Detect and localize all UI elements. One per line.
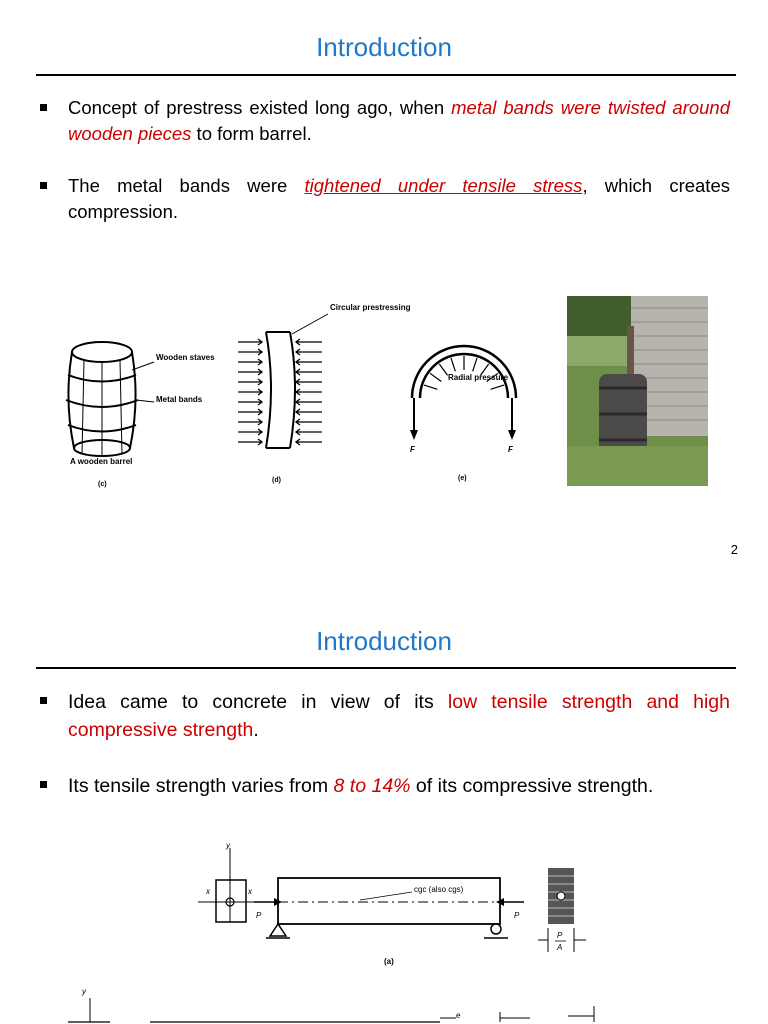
bullet-text-part: Idea came to concrete in view of its [68, 691, 448, 713]
bullet-text [68, 688, 730, 744]
radial-arrow [473, 358, 477, 371]
bullet-highlight: low tensile strength and high compressive strength [68, 691, 730, 741]
radial-label: Radial pressure [448, 373, 509, 382]
slide-title: Introduction [316, 32, 452, 62]
bullet-text [68, 772, 730, 800]
stress-label-p: P [557, 931, 563, 940]
bullet-item [40, 772, 730, 800]
bullet-text [68, 95, 730, 147]
bullet-text-part: Its tensile strength varies from [68, 775, 334, 797]
force-label-left: F [410, 445, 415, 454]
radial-arrow [424, 385, 437, 389]
bullet-text-part: Concept of prestress existed long ago, when [68, 97, 452, 118]
title-rule [36, 667, 736, 669]
bullet-text-part: . [253, 719, 259, 741]
lower-figure-axis [60, 984, 140, 1024]
bullet-item [40, 95, 730, 147]
figure-tag: (a) [384, 957, 394, 966]
radial-pressure-figure [400, 330, 530, 490]
title-rule [36, 74, 736, 76]
force-label-right: F [508, 445, 513, 454]
prestressed-beam-figure [190, 840, 610, 1024]
bullet-text-part: to form barrel. [191, 123, 312, 144]
figure-tag: (c) [98, 481, 107, 488]
radial-arrow [451, 358, 455, 371]
bullet-marker [40, 182, 47, 189]
load-label-left: P [256, 911, 262, 920]
bullet-marker [40, 697, 47, 704]
bullet-highlight: metal bands were twisted around wooden pieces [68, 97, 731, 144]
radial-arrow [439, 364, 447, 375]
rain-barrel-photo [567, 296, 708, 486]
bullet-text-part: , which creates compression. [68, 175, 730, 222]
force-arrows [238, 339, 322, 445]
slide-2 [0, 595, 768, 1024]
label-staves: Wooden staves [156, 353, 215, 362]
eccentricity-label: e [456, 1011, 461, 1020]
axis-label-y-lower: y [82, 987, 86, 996]
radial-arrow [430, 373, 441, 381]
bullet-text-part: The metal bands were [68, 175, 305, 196]
bullet-item [40, 688, 730, 744]
figure-tag: (e) [458, 475, 467, 482]
barrel-caption: A wooden barrel [70, 457, 133, 466]
slide-title: Introduction [316, 626, 452, 656]
axis-label-x: x [206, 887, 210, 896]
figure-tag: (d) [272, 477, 281, 484]
circular-prestressing-figure [232, 298, 411, 488]
bullet-marker [40, 781, 47, 788]
bullet-text-part: of its compressive strength. [410, 775, 654, 797]
wooden-barrel-figure [62, 330, 215, 490]
radial-arrow [491, 385, 504, 389]
label-bands: Metal bands [156, 395, 203, 404]
page-number: 2 [730, 542, 738, 557]
axis-label-x: x [248, 887, 252, 896]
cgc-label: cgc (also cgs) [414, 885, 464, 894]
bullet-marker [40, 104, 47, 111]
bullet-item [40, 173, 730, 225]
load-label-right: P [514, 911, 520, 920]
bullet-highlight: tightened under tensile stress [304, 175, 583, 196]
bullet-text [68, 173, 730, 225]
prestressing-label: Circular prestressing [330, 303, 411, 312]
stress-label-a: A [557, 943, 563, 952]
bullet-highlight: 8 to 14% [333, 775, 411, 797]
axis-label-y: y [226, 841, 230, 850]
